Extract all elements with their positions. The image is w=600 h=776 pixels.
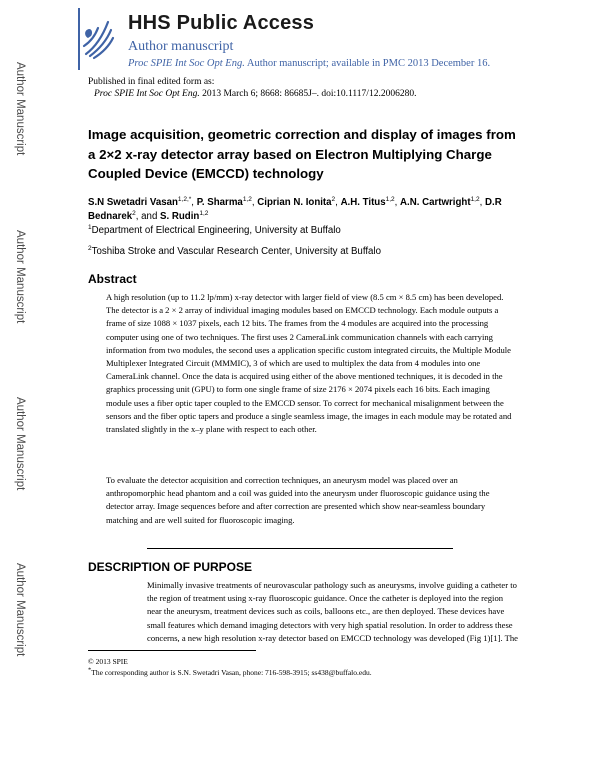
published-block bbox=[88, 76, 416, 100]
author-name: P. Sharma bbox=[196, 197, 243, 208]
side-label-4: Author Manuscript bbox=[14, 563, 26, 657]
author-name: A.N. Cartwright bbox=[400, 197, 471, 208]
published-label: Published in final edited form as: bbox=[88, 77, 215, 87]
header-journal-line: Proc SPIE Int Soc Opt Eng. Author manuscript; available in PMC 2013 December 16. bbox=[128, 58, 491, 69]
corresponding-author-footnote: *The corresponding author is S.N. Swetadri Vasan, phone: 716-598-3915; ss438@buffalo.edu. bbox=[88, 666, 372, 677]
published-citation: Proc SPIE Int Soc Opt Eng. 2013 March 6; 8668: 86685J–. doi:10.1117/12.2006280. bbox=[94, 89, 417, 99]
affiliation-1: $^1$Department of Electrical Engineering, University at Buffalo bbox=[88, 223, 341, 236]
paper-title: Image acquisition, geometric correction and display of images from a 2×2 x-ray detector array based on Electron Multiplying Charge Coupled Device (EMCCD) technology bbox=[88, 127, 516, 181]
footnote-divider bbox=[88, 650, 256, 651]
author-name: Ciprian N. Ionita bbox=[257, 197, 332, 208]
abstract-paragraph-2: To evaluate the detector acquisition and correction techniques, an aneurysm model was placed over an anthropomorphic head phantom and a coil was guided into the aneurysm under fluoroscopic guidance using the detector array. Image sequences before and after correction are presented which show near-seamless boundary matching and are well suited for fluoroscopic imaging. bbox=[106, 475, 490, 525]
side-label-1: Author Manuscript bbox=[14, 62, 26, 156]
abstract-heading: Abstract bbox=[88, 272, 137, 286]
author-list: S.N Swetadri Vasan$^{1,2,*}$, P. Sharma$^{1,2}$, Ciprian N. Ionita$^2$, A.H. Titus$^{1,2}$, A.N. Cartwright$^{1,2}$, D.R Bednarek$^2$, and S. Rudin$^{1,2}$ bbox=[88, 195, 502, 222]
author-name: S.N Swetadri Vasan bbox=[88, 197, 178, 208]
affiliation-2: $^2$Toshiba Stroke and Vascular Research Center, University at Buffalo bbox=[88, 244, 381, 257]
header-subtitle: Author manuscript bbox=[128, 39, 234, 54]
author-name: D.R Bednarek bbox=[88, 197, 502, 222]
side-label-3: Author Manuscript bbox=[14, 397, 26, 491]
author-name: S. Rudin bbox=[160, 211, 200, 222]
copyright-footnote: © 2013 SPIE bbox=[88, 657, 128, 666]
side-label-2: Author Manuscript bbox=[14, 230, 26, 324]
hhs-eagle-logo-icon bbox=[80, 12, 116, 64]
abstract-paragraph-1: A high resolution (up to 11.2 lp/mm) x-ray detector with larger field of view (8.5 cm × 8.5 cm) has been developed. The detector is a 2 × 2 array of individual imaging modules based on EMCCD technology. Each module outputs a frame of size 1088 × 1037 pixels, each 12 bits. The frames from the 4 modules are acquired into the processing computer using one of two techniques. The first uses 2 CameraLink communication channels with each carrying information from two modules, the second uses a application specific custom integrated circuits, the Multiple Module Multiplexer Integrated Circuit (MMMIC), 3 of which are used to multiplex the data from 4 modules into one CameraLink channel. Once the data is acquired using either of the above mentioned techniques, it is decoded in the graphics processing unit (GPU) to form one single frame of size 2176 × 2074 pixels each 16 bits. Each imaging module uses a fiber optic taper coupled to the EMCCD sensor. To correct for mechanical misalignment between the sensors and the fiber optic tapers and produce a single seamless image, the images in each module may be rotated and translated slightly in the x–y plane with respect to each other. bbox=[106, 292, 512, 435]
section-divider bbox=[147, 548, 453, 549]
header-title: HHS Public Access bbox=[128, 12, 315, 34]
purpose-heading: DESCRIPTION OF PURPOSE bbox=[88, 560, 253, 574]
author-name: A.H. Titus bbox=[340, 197, 386, 208]
purpose-paragraph-1: Minimally invasive treatments of neurovascular pathology such as aneurysms, involve guiding a catheter to the region of treatment using x-ray fluoroscopic guidance. Once the catheter is deployed into the region near the aneurysm, treatment devices such as coils, balloons etc., are then deployed. These devices have small features which demand imaging detectors with very high spatial resolution. In order to address these concerns, a new high resolution x-ray detector based on EMCCD technology was developed (Fig 1)[1]. The bbox=[147, 580, 518, 643]
